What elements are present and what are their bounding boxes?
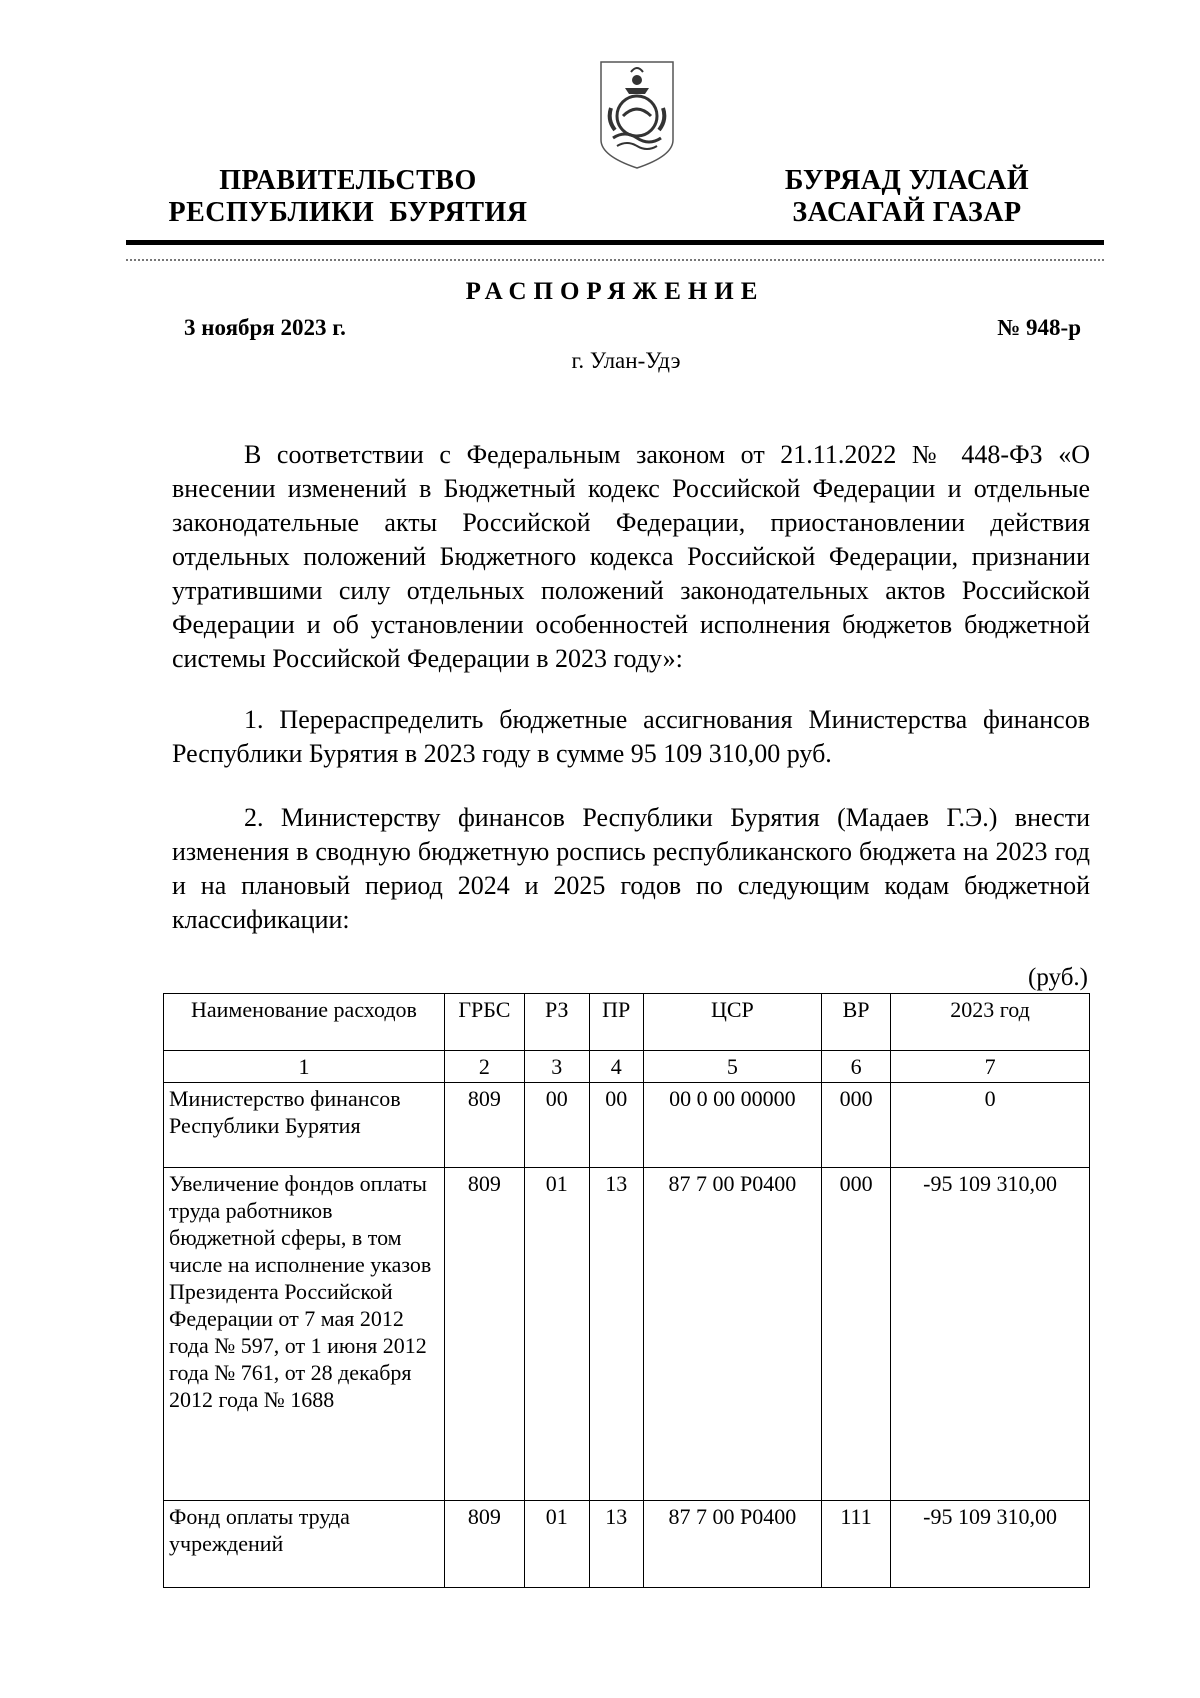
column-number-cell: 3 [524, 1051, 589, 1083]
table-header-cell: ВР [822, 994, 891, 1051]
government-name-buryat [762, 165, 1052, 229]
amount-cell: 0 [891, 1083, 1090, 1168]
government-name-line2: РЕСПУБЛИКИ БУРЯТИЯ [168, 197, 528, 228]
item-1-paragraph: 1. Перераспределить бюджетные ассигнования Министерства финансов Республики Бурятия в 2023 году в сумме 95 109 310,00 руб. [172, 705, 1090, 768]
expense-name-cell: Фонд оплаты труда учреждений [164, 1501, 445, 1588]
csr-cell: 00 0 00 00000 [643, 1083, 821, 1168]
column-number-cell: 1 [164, 1051, 445, 1083]
column-number-cell: 2 [444, 1051, 524, 1083]
pr-cell: 13 [589, 1168, 643, 1501]
vr-cell: 000 [822, 1083, 891, 1168]
preamble-paragraph: В соответствии с Федеральным законом от 21.11.2022 № 448-ФЗ «О внесении изменений в Бюджетный кодекс Российской Федерации и отдельные законодательные акты Российской Федерации, приостановлении действия отдельных положений Бюджетного кодекса Российской Федерации, признании утратившими силу отдельных положений законодательных актов Российской Федерации и об установлении особенностей исполнения бюджетов бюджетной системы Российской Федерации в 2023 году»: [172, 440, 1090, 673]
grbs-cell: 809 [444, 1501, 524, 1588]
table-header-cell: РЗ [524, 994, 589, 1051]
government-name-buryat-line2: ЗАСАГАЙ ГАЗАР [792, 197, 1022, 228]
document-title: РАСПОРЯЖЕНИЕ [465, 278, 765, 305]
table-column-number-row [164, 1051, 1090, 1083]
column-number-cell: 6 [822, 1051, 891, 1083]
government-name-buryat-line1: БУРЯАД УЛАСАЙ [784, 165, 1030, 196]
document-date: 3 ноября 2023 г. [184, 315, 346, 340]
grbs-cell: 809 [444, 1168, 524, 1501]
header-divider-dotted [126, 259, 1104, 261]
amount-cell: -95 109 310,00 [891, 1501, 1090, 1588]
rz-cell: 01 [524, 1168, 589, 1501]
government-name-line1: ПРАВИТЕЛЬСТВО [219, 165, 477, 196]
table-header-row [164, 994, 1090, 1051]
amount-cell: -95 109 310,00 [891, 1168, 1090, 1501]
grbs-cell: 809 [444, 1083, 524, 1168]
table-header-cell: 2023 год [891, 994, 1090, 1051]
expense-name-cell: Министерство финансов Республики Бурятия [164, 1083, 445, 1168]
table-header-cell: ГРБС [444, 994, 524, 1051]
column-number-cell: 5 [643, 1051, 821, 1083]
table-row [164, 1168, 1090, 1501]
table-row [164, 1501, 1090, 1588]
column-number-cell: 7 [891, 1051, 1090, 1083]
vr-cell: 111 [822, 1501, 891, 1588]
rz-cell: 00 [524, 1083, 589, 1168]
pr-cell: 13 [589, 1501, 643, 1588]
government-name-russian [158, 165, 538, 229]
table-row [164, 1083, 1090, 1168]
csr-cell: 87 7 00 Р0400 [643, 1501, 821, 1588]
document-number: № 948-р [997, 315, 1081, 340]
table-header-cell: ЦСР [643, 994, 821, 1051]
expense-name-cell: Увеличение фондов оплаты труда работников бюджетной сферы, в том числе на исполнение указов Президента Российской Федерации от 7 мая 2012 года № 597, от 1 июня 2012 года № 761, от 28 декабря 2012 года № 1688 [164, 1168, 445, 1501]
item-2-paragraph: 2. Министерству финансов Республики Бурятия (Мадаев Г.Э.) внести изменения в сводную бюджетную роспись республиканского бюджета на 2023 год и на плановый период 2024 и 2025 годов по следующим кодам бюджетной классификации: [172, 803, 1090, 934]
table-header-cell: ПР [589, 994, 643, 1051]
csr-cell: 87 7 00 Р0400 [643, 1168, 821, 1501]
table-header-cell: Наименование расходов [164, 994, 445, 1051]
pr-cell: 00 [589, 1083, 643, 1168]
budget-table [163, 993, 1090, 1588]
currency-unit-label: (руб.) [1028, 964, 1088, 991]
rz-cell: 01 [524, 1501, 589, 1588]
vr-cell: 000 [822, 1168, 891, 1501]
header-divider [126, 240, 1104, 245]
document-city: г. Улан-Удэ [571, 348, 681, 373]
coat-of-arms-icon [597, 58, 677, 170]
column-number-cell: 4 [589, 1051, 643, 1083]
